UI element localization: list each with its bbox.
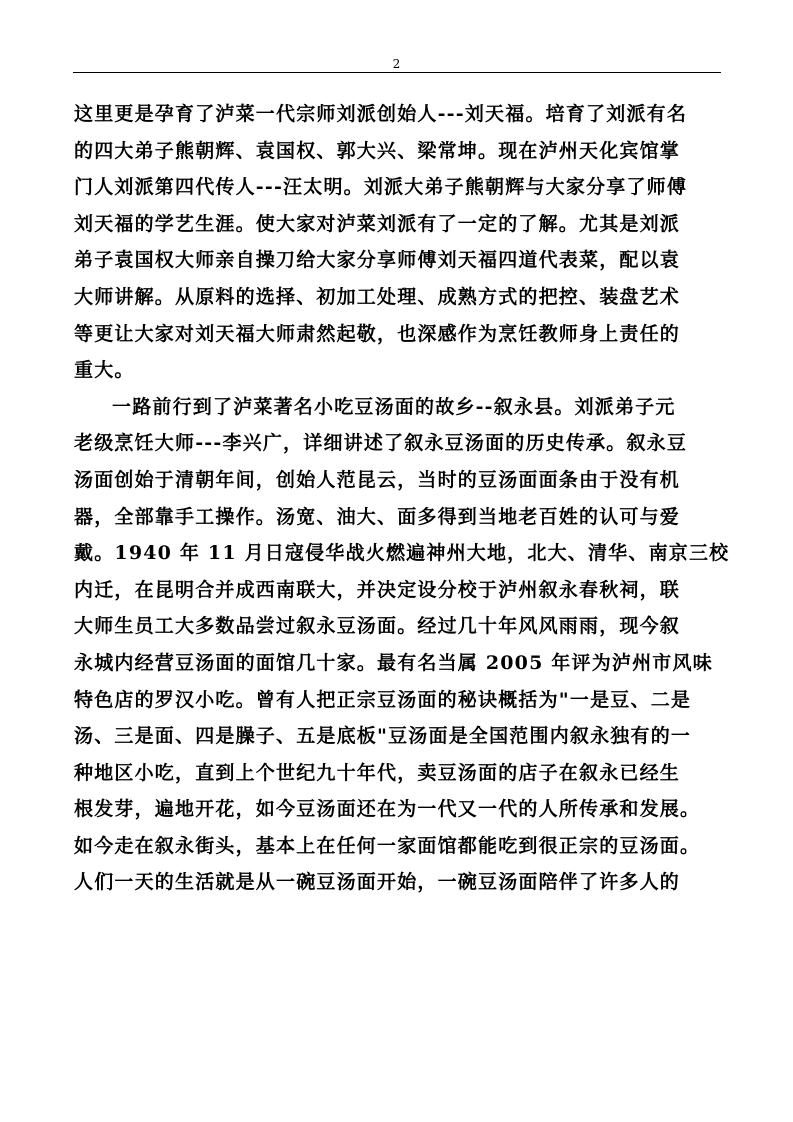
text-line: 器，全部靠手工操作。汤宽、油大、面多得到当地老百姓的认可与爱 <box>74 505 681 528</box>
text-line: 人们一天的生活就是从一碗豆汤面开始，一碗豆汤面陪伴了许多人的 <box>74 871 681 894</box>
text-line: 如今走在叙永街头，基本上在任何一家面馆都能吃到很正宗的豆汤面。 <box>74 834 701 857</box>
text-line: 的四大弟子熊朝辉、袁国权、郭大兴、梁常坤。现在泸州天化宾馆掌 <box>74 139 681 162</box>
document-body <box>74 96 734 901</box>
text-line: 根发芽，遍地开花，如今豆汤面还在为一代又一代的人所传承和发展。 <box>74 798 701 821</box>
text-line: 弟子袁国权大师亲自操刀给大家分享师傅刘天福四道代表菜，配以袁 <box>74 249 681 272</box>
text-line: 戴。1940 年 11 月日寇侵华战火燃遍神州大地，北大、清华、南京三校 <box>74 542 730 565</box>
text-line: 内迁，在昆明合并成西南联大，并决定设分校于泸州叙永春秋祠，联 <box>74 578 681 601</box>
page-number: 2 <box>392 57 401 71</box>
text-line: 特色店的罗汉小吃。曾有人把正宗豆汤面的秘诀概括为"一是豆、二是 <box>74 688 692 711</box>
text-line: 种地区小吃，直到上个世纪九十年代，卖豆汤面的店子在叙永已经生 <box>74 761 681 784</box>
text-line: 等更让大家对刘天福大师肃然起敬，也深感作为烹饪教师身上责任的 <box>74 322 681 345</box>
text-line: 永城内经营豆汤面的面馆几十家。最有名当属 2005 年评为泸州市风味 <box>74 651 713 674</box>
paragraph-start-line: 一路前行到了泸菜著名小吃豆汤面的故乡--叙永县。刘派弟子元 <box>112 395 676 418</box>
text-line: 大师生员工大多数品尝过叙永豆汤面。经过几十年风风雨雨，现今叙 <box>74 615 681 638</box>
text-line: 这里更是孕育了泸菜一代宗师刘派创始人---刘天福。培育了刘派有名 <box>74 103 688 125</box>
text-line: 刘天福的学艺生涯。使大家对泸菜刘派有了一定的了解。尤其是刘派 <box>74 212 681 235</box>
text-line: 重大。 <box>74 359 135 382</box>
text-line: 门人刘派第四代传人---汪太明。刘派大弟子熊朝辉与大家分享了师傅 <box>74 176 688 199</box>
text-line: 汤面创始于清朝年间，创始人范昆云，当时的豆汤面面条由于没有机 <box>74 468 681 491</box>
header-rule <box>73 72 721 73</box>
text-line: 汤、三是面、四是臊子、五是底板"豆汤面是全国范围内叙永独有的一 <box>74 725 692 748</box>
text-line: 大师讲解。从原料的选择、初加工处理、成熟方式的把控、装盘艺术 <box>74 285 681 308</box>
text-line: 老级烹饪大师---李兴广，详细讲述了叙永豆汤面的历史传承。叙永豆 <box>74 432 688 455</box>
